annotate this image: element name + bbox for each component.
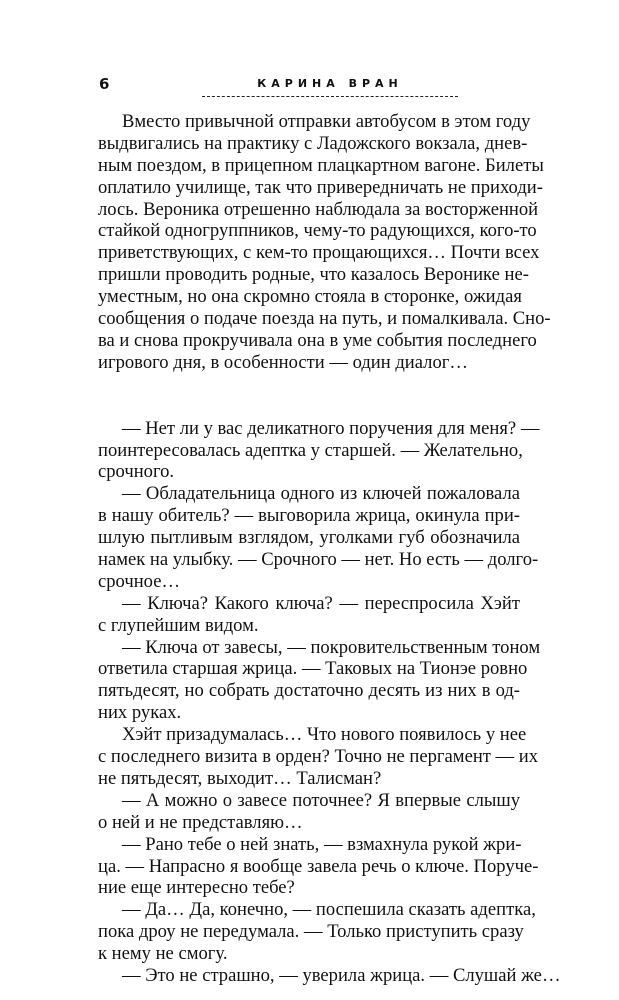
text-line: поинтересовалась адептка у старшей. — Желательно, bbox=[98, 439, 523, 461]
text-line: ным поездом, в прицепном плацкартном вагоне. Билеты bbox=[98, 154, 544, 176]
text-line: срочное… bbox=[98, 570, 181, 592]
page-body bbox=[98, 111, 561, 987]
narrative-paragraph bbox=[98, 111, 551, 374]
text-line: пришли проводить родные, что казалось Веронике не- bbox=[98, 264, 529, 286]
text-line: к нему не смогу. bbox=[98, 943, 228, 965]
text-line: пятьдесят, но собрать достаточно десять из них в од- bbox=[98, 680, 520, 702]
text-line: в нашу обитель? — выговорила жрица, окинула при- bbox=[98, 505, 520, 527]
header-dashed-rule bbox=[202, 96, 458, 97]
text-line: Вместо привычной отправки автобусом в этом году bbox=[122, 111, 531, 132]
text-line: — А можно о завесе поточнее? Я впервые слышу bbox=[122, 789, 520, 811]
text-line: ответила старшая жрица. — Таковых на Тионэе ровно bbox=[98, 658, 528, 680]
text-line: ца. — Напрасно я вообще завела речь о ключе. Поруче- bbox=[98, 855, 539, 877]
text-line: — Обладательница одного из ключей пожаловала bbox=[122, 483, 520, 505]
text-line: срочного. bbox=[98, 461, 175, 483]
text-line: не пятьдесят, выходит… Талисман? bbox=[98, 767, 382, 789]
text-line: — Ключа? Какого ключа? — переспросила Хэйт bbox=[122, 592, 520, 614]
text-line: лось. Вероника отрешенно наблюдала за восторженной bbox=[98, 198, 539, 220]
text-line: приветствующих, с кем-то прощающихся… Почти всех bbox=[98, 242, 540, 264]
text-line: — Да… Да, конечно, — поспешила сказать адептка, bbox=[122, 899, 536, 921]
section-break bbox=[98, 374, 520, 418]
text-line: выдвигались на практику с Ладожского вокзала, днев- bbox=[98, 132, 528, 154]
text-line: — Рано тебе о ней знать, — взмахнула рукой жри- bbox=[122, 833, 522, 855]
text-line: оплатило училище, так что привередничать не приходи- bbox=[98, 176, 543, 198]
text-line: игрового дня, в особенности — один диалог… bbox=[98, 351, 468, 373]
text-line: ние еще интересно тебе? bbox=[98, 877, 295, 899]
text-line: них руках. bbox=[98, 702, 182, 724]
text-line: ва и снова прокручивала она в уме события последнего bbox=[98, 329, 537, 351]
page-number: 6 bbox=[99, 75, 110, 93]
text-line: намек на улыбку. — Срочного — нет. Но есть — долго- bbox=[98, 549, 539, 571]
text-line: — Нет ли у вас деликатного поручения для меня? — bbox=[122, 417, 540, 439]
text-line: стайкой одногруппников, чему-то радующихся, кого-то bbox=[98, 220, 537, 242]
text-line: уместным, но она скромно стояла в сторонке, ожидая bbox=[98, 286, 522, 308]
text-line: с последнего визита в орден? Точно не пергамент — их bbox=[98, 746, 539, 768]
text-line: сообщения о подаче поезда на путь, и помалкивала. Сно- bbox=[98, 308, 551, 330]
text-line: с глупейшим видом. bbox=[98, 614, 259, 636]
text-line: о ней и не представляю… bbox=[98, 811, 303, 833]
text-line: — Ключа от завесы, — покровительственным тоном bbox=[122, 636, 541, 658]
text-line: пока дроу не передумала. — Только приступить сразу bbox=[98, 921, 524, 943]
text-line: — Это не страшно, — уверила жрица. — Слушай же… bbox=[122, 964, 561, 986]
dialogue-section bbox=[98, 417, 561, 987]
text-line: Хэйт призадумалась… Что нового появилось у нее bbox=[122, 724, 527, 746]
text-line: шлую пытливым взглядом, уголками губ обозначила bbox=[98, 527, 520, 549]
running-header-author: КАРИНА ВРАН bbox=[257, 77, 403, 90]
